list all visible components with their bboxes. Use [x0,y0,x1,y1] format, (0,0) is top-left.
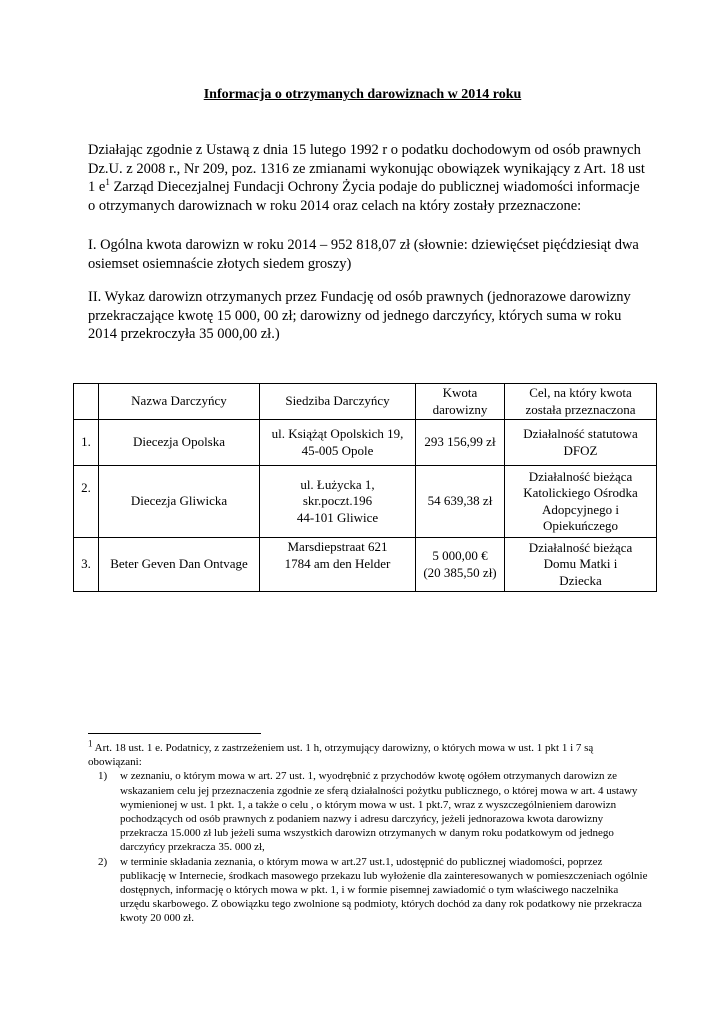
table-row [74,420,657,466]
footnote-reference[interactable]: 1 [105,177,110,188]
table-row [74,538,657,592]
purpose-line: Działalność statutowa [523,426,638,441]
purpose-line: Katolickiego Ośrodka [523,485,638,500]
purpose-line: Działalność bieżąca [528,539,633,555]
amount-line: (20 385,50 zł) [423,564,497,580]
donation-purpose [505,420,657,466]
table-header-row [74,384,657,420]
donor-seat-line: 45-005 Opole [301,442,374,458]
document-title: Informacja o otrzymanych darowiznach w 2014 roku [203,87,522,102]
donation-amount: 293 156,99 zł [416,420,505,466]
donor-name: Beter Geven Dan Ontvage [99,538,260,592]
header-amount-line1: Kwota [442,385,478,400]
donations-table [73,383,657,592]
header-purpose [505,384,657,420]
donor-seat-line: 44-101 Gliwice [296,509,379,525]
header-purpose-line2: została przeznaczona [525,401,636,417]
purpose-line: Dziecka [559,572,602,588]
footnote-divider [88,733,261,734]
donor-seat-line: ul. Książąt Opolskich 19, [271,426,404,441]
row-number: 1. [74,420,99,466]
header-donor-seat: Siedziba Darczyńcy [260,384,416,420]
footnote-item-text: w zeznaniu, o którym mowa w art. 27 ust. 1, wyodrębnić z przychodów kwotę ogółem otrzymanych darowizn ze wskazaniem celu jej przeznaczenia zgodnie ze sferą działalności pożytku publicznego, o której mowa w art. 4 ustawy wymienionej w ust. 1 pkt. 1, a także o celu , o którym mowa w ust. 1 pkt.7, wraz z wyszczególnieniem darowizn pochodzących od osób prawnych z podaniem nazwy i adresu darczyńcy, jeżeli jednorazowa kwota darowizny przekracza 15.000 zł lub jeżeli suma wszystkich darowizn otrzymanych w danym roku podatkowym od jednego darczyńcy przekracza 35. 000 zł, [120,770,638,854]
row-number: 3. [74,538,99,592]
row-number: 2. [74,466,99,538]
donation-purpose [505,538,657,592]
donor-name: Diecezja Gliwicka [99,466,260,538]
footnote-item-number: 2) [98,855,108,868]
intro-text-end: Zarząd Diecezjalnej Fundacji Ochrony Życia podaje do publicznej wiadomości informacje o otrzymanych darowiznach w roku 2014 oraz celach na który zostały przeznaczone: [88,179,640,214]
purpose-line: Działalność bieżąca [528,468,633,484]
footnote-item-text: w terminie składania zeznania, o którym mowa w art.27 ust.1, udostępnić do publicznej wiadomości, poprzez publikację w Internecie, środkach masowego przekazu lub wyłożenie dla zainteresowanych w pomieszczeniach ogólnie dostępnych, informację o których mowa w pkt. 1, i w formie pisemnej zawiadomić o tym właściwego naczelnika urzędu skarbowego. Z obowiązku tego zwolnione są podmioty, których dochód za dany rok podatkowy nie przekracza kwoty 20 000 zł. [120,855,648,925]
donor-seat-line: 1784 am den Helder [284,555,391,571]
footnote-item-number: 1) [98,770,108,783]
intro-text-start: Działając zgodnie z Ustawą z dnia 15 lutego 1992 r o podatku dochodowym od osób prawnych Dz.U. z 2008 r., Nr 209, poz. 1316 ze zmianami wykonując obowiązek wynikający z Art. 18 ust 1 e [88,142,645,195]
footnote-intro [88,738,648,769]
donor-seat [260,420,416,466]
footnote-intro-text: Art. 18 ust. 1 e. Podatnicy, z zastrzeżeniem ust. 1 h, otrzymujący darowizny, o których mowa w ust. 1 pkt 1 i 7 są obowiązani: [88,742,594,769]
footnote-marker: 1 [88,738,93,749]
footnote [88,738,648,926]
intro-paragraph [88,141,648,215]
amount-line: 5 000,00 € [432,548,488,563]
donor-seat-line: Marsdiepstraat 621 [287,539,388,554]
header-amount [416,384,505,420]
donor-seat [260,538,416,592]
purpose-line: Opiekuńczego [542,518,619,533]
footnote-item [88,769,648,854]
donor-seat-line: skr.poczt.196 [302,493,373,509]
header-donor-name: Nazwa Darczyńcy [99,384,260,420]
donation-amount [416,538,505,592]
donor-seat-line: ul. Łużycka 1, [300,476,375,492]
purpose-line: Adopcyjnego i [542,501,619,517]
donation-amount: 54 639,38 zł [416,466,505,538]
footnote-item [88,855,648,926]
table-row [74,466,657,538]
header-purpose-line1: Cel, na który kwota [529,385,632,400]
purpose-line: Domu Matki i [543,556,618,572]
donation-purpose [505,466,657,538]
header-amount-line2: darowizny [432,401,488,417]
donor-name: Diecezja Opolska [99,420,260,466]
donor-seat [260,466,416,538]
total-amount-paragraph: I. Ogólna kwota darowizn w roku 2014 – 952 818,07 zł (słownie: dziewięćset pięćdziesiąt dwa osiemset osiemnaście złotych siedem groszy) [88,237,639,272]
donations-list-paragraph: II. Wykaz darowizn otrzymanych przez Fundację od osób prawnych (jednorazowe darowizny przekraczające kwotę 15 000, 00 zł; darowizny od jednego darczyńcy, których suma w roku 2014 przekroczyła 35 000,00 zł.) [88,289,631,342]
purpose-line: DFOZ [563,442,598,458]
header-number [74,384,99,420]
